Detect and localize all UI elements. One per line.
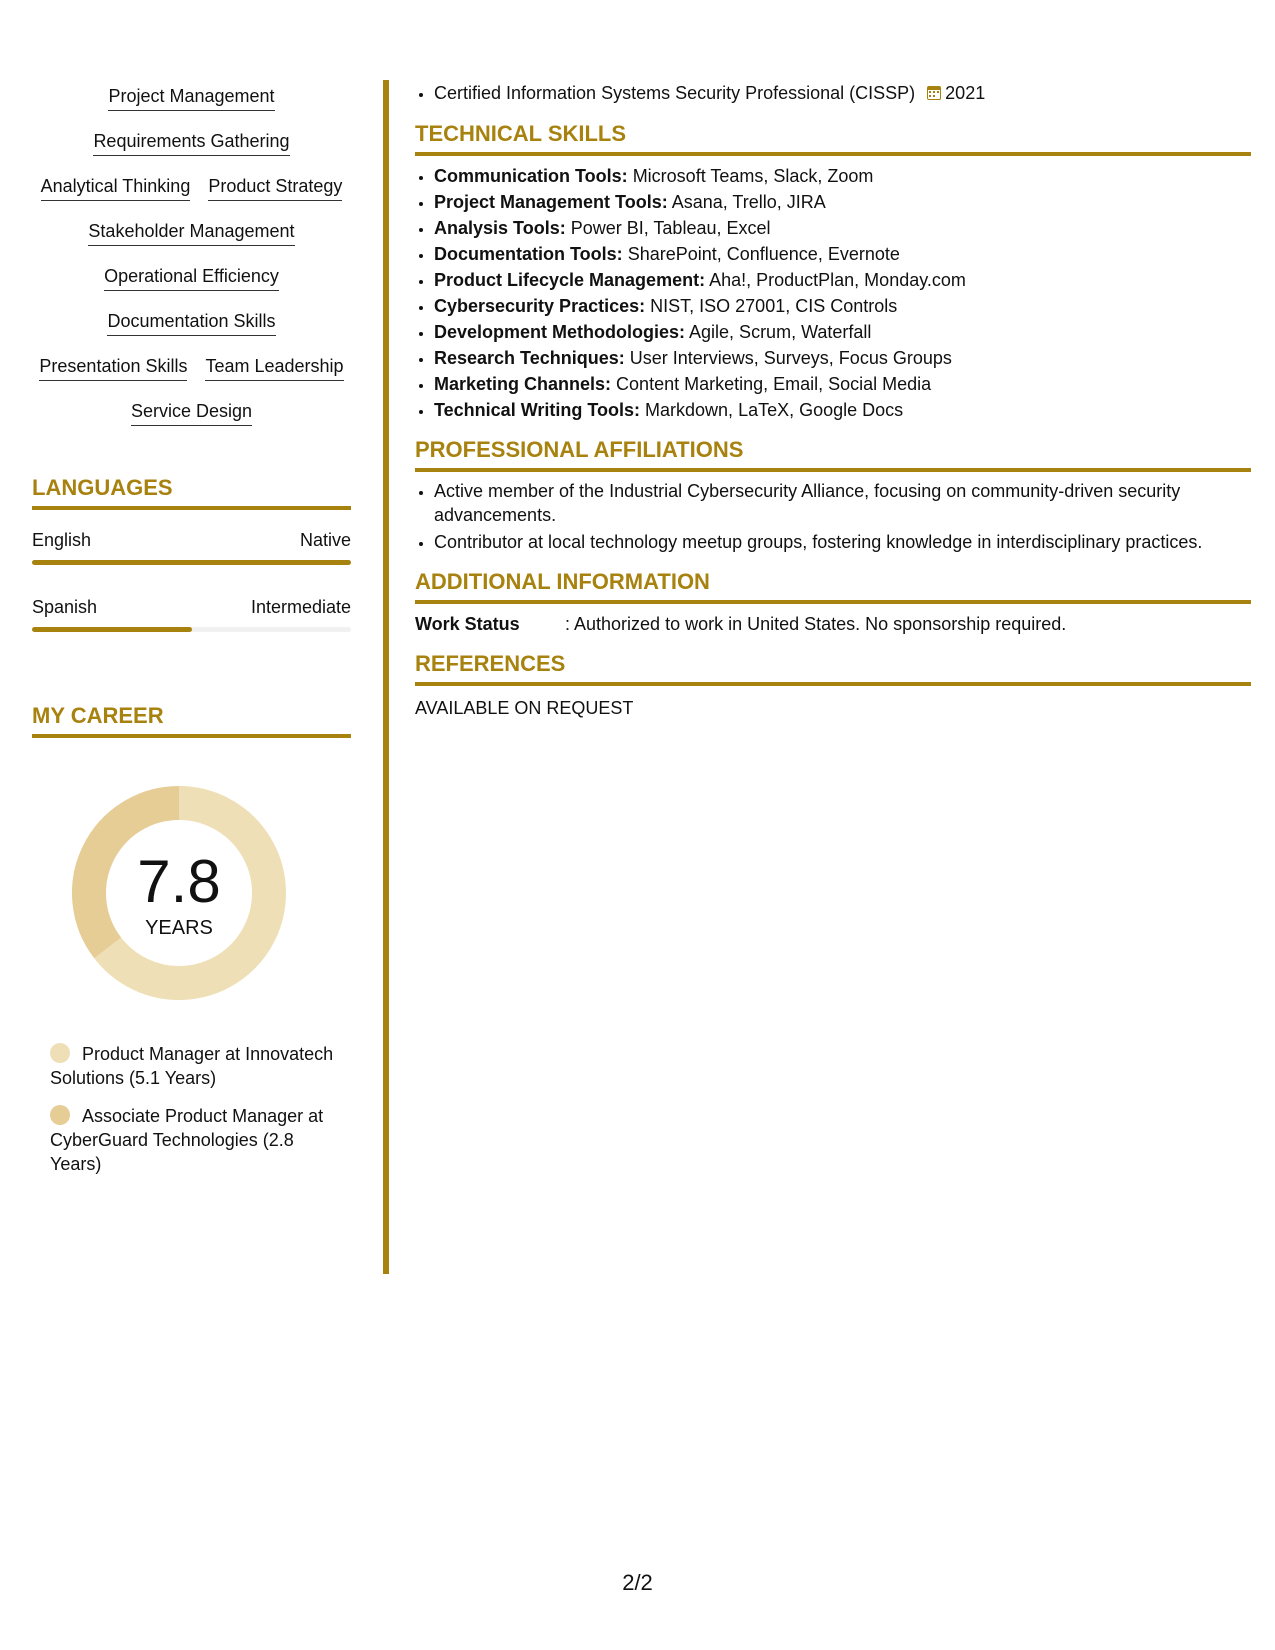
skill-tag: Documentation Skills bbox=[107, 309, 275, 336]
language-level-bar bbox=[32, 560, 351, 565]
technical-skill-value: User Interviews, Surveys, Focus Groups bbox=[629, 348, 952, 368]
skill-tag: Stakeholder Management bbox=[88, 219, 294, 246]
right-column bbox=[415, 80, 1251, 720]
affiliation-item: • Contributor at local technology meetup groups, fostering knowledge in interdisciplinary practices. bbox=[434, 530, 1251, 554]
technical-skill-value: Markdown, LaTeX, Google Docs bbox=[645, 400, 904, 420]
technical-skill-label: Analysis Tools: bbox=[434, 218, 566, 238]
technical-skill-label: Product Lifecycle Management: bbox=[434, 270, 706, 290]
career-total-years: 7.8 bbox=[137, 848, 221, 915]
affiliations-title: PROFESSIONAL AFFILIATIONS bbox=[415, 436, 1251, 472]
technical-skill-value: Aha!, ProductPlan, Monday.com bbox=[709, 270, 966, 290]
technical-skill-value: Asana, Trello, JIRA bbox=[671, 192, 826, 212]
career-title: MY CAREER bbox=[32, 702, 351, 738]
technical-skill-item bbox=[434, 189, 1251, 215]
technical-skill-item bbox=[434, 397, 1251, 423]
language-level-bar bbox=[32, 627, 351, 632]
language-name: English bbox=[32, 530, 92, 550]
languages-title: LANGUAGES bbox=[32, 474, 351, 510]
certification-list bbox=[415, 80, 1251, 107]
skill-tag: Team Leadership bbox=[205, 354, 343, 381]
additional-info-title: ADDITIONAL INFORMATION bbox=[415, 568, 1251, 604]
language-name: Spanish bbox=[32, 597, 98, 617]
career-donut-chart bbox=[66, 780, 292, 1006]
technical-skill-item bbox=[434, 215, 1251, 241]
calendar-icon bbox=[927, 86, 941, 100]
technical-skill-item bbox=[434, 371, 1251, 397]
technical-skill-label: Development Methodologies: bbox=[434, 322, 686, 342]
language-level-fill bbox=[32, 627, 192, 632]
language-level: Intermediate bbox=[250, 597, 351, 617]
technical-skill-item bbox=[434, 293, 1251, 319]
certification-year: 2021 bbox=[945, 83, 986, 103]
language-level-fill bbox=[32, 560, 351, 565]
page-number: 2/2 bbox=[622, 1570, 653, 1595]
legend-item bbox=[50, 1104, 340, 1176]
work-status-label: Work Status bbox=[415, 614, 520, 634]
technical-skill-item bbox=[434, 241, 1251, 267]
legend-label: Associate Product Manager at CyberGuard Technologies (2.8 Years) bbox=[50, 1106, 324, 1174]
column-divider bbox=[383, 80, 389, 1274]
technical-skills-title: TECHNICAL SKILLS bbox=[415, 120, 1251, 156]
legend-dot bbox=[50, 1043, 70, 1063]
skill-tag: Service Design bbox=[131, 399, 252, 426]
affiliation-item: • Active member of the Industrial Cybersecurity Alliance, focusing on community-driven security advancements. bbox=[434, 479, 1251, 527]
technical-skill-value: Agile, Scrum, Waterfall bbox=[689, 322, 872, 342]
technical-skill-label: Cybersecurity Practices: bbox=[434, 296, 646, 316]
technical-skill-label: Research Techniques: bbox=[434, 348, 625, 368]
legend-dot bbox=[50, 1105, 70, 1125]
technical-skill-label: Documentation Tools: bbox=[434, 244, 623, 264]
technical-skill-item bbox=[434, 319, 1251, 345]
affiliations-list bbox=[415, 479, 1251, 554]
references-text: AVAILABLE ON REQUEST bbox=[415, 698, 634, 718]
technical-skill-item bbox=[434, 345, 1251, 371]
technical-skill-value: Power BI, Tableau, Excel bbox=[570, 218, 771, 238]
left-column bbox=[32, 84, 351, 1190]
skill-tag: Product Strategy bbox=[208, 174, 342, 201]
technical-skill-item bbox=[434, 267, 1251, 293]
language-item-english bbox=[32, 528, 351, 565]
skill-tag: Operational Efficiency bbox=[104, 264, 279, 291]
technical-skill-label: Communication Tools: bbox=[434, 166, 628, 186]
certification-name: Certified Information Systems Security Professional (CISSP) bbox=[434, 83, 916, 103]
work-status-value: : Authorized to work in United States. No sponsorship required. bbox=[565, 614, 1067, 634]
skill-tag: Presentation Skills bbox=[39, 354, 187, 381]
language-level: Native bbox=[299, 530, 351, 550]
technical-skill-value: Content Marketing, Email, Social Media bbox=[616, 374, 932, 394]
technical-skill-label: Technical Writing Tools: bbox=[434, 400, 641, 420]
skill-tag: Project Management bbox=[108, 84, 274, 111]
career-legend bbox=[32, 1042, 340, 1176]
technical-skill-label: Project Management Tools: bbox=[434, 192, 668, 212]
technical-skill-value: SharePoint, Confluence, Evernote bbox=[627, 244, 900, 264]
career-years-unit: YEARS bbox=[145, 917, 213, 939]
work-status-row bbox=[415, 612, 1251, 636]
skill-tag: Requirements Gathering bbox=[93, 129, 289, 156]
technical-skills-list bbox=[415, 163, 1251, 423]
skills-list bbox=[32, 84, 351, 444]
certification-item bbox=[434, 80, 1251, 107]
technical-skill-item bbox=[434, 163, 1251, 189]
language-item-spanish bbox=[32, 595, 351, 632]
legend-item bbox=[50, 1042, 340, 1090]
legend-label: Product Manager at Innovatech Solutions (5.1 Years) bbox=[50, 1044, 334, 1088]
references-title: REFERENCES bbox=[415, 650, 1251, 686]
technical-skill-value: Microsoft Teams, Slack, Zoom bbox=[632, 166, 874, 186]
technical-skill-value: NIST, ISO 27001, CIS Controls bbox=[650, 296, 898, 316]
skill-tag: Analytical Thinking bbox=[41, 174, 191, 201]
technical-skill-label: Marketing Channels: bbox=[434, 374, 612, 394]
